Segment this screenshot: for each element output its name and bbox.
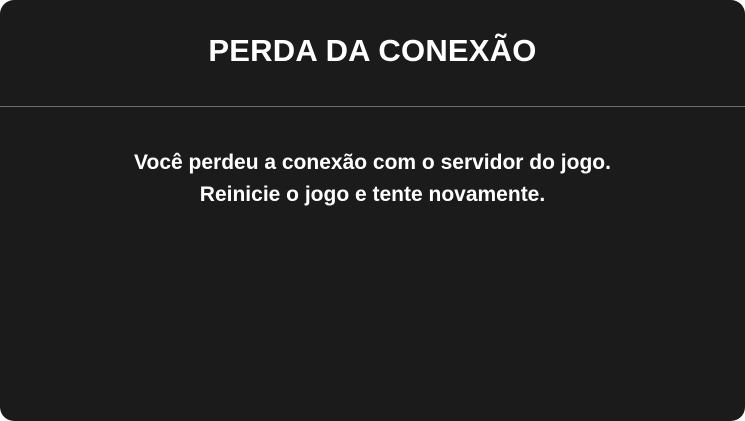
dialog-header — [0, 0, 745, 106]
dialog-message-line-1: Você perdeu a conexão com o servidor do jogo. — [134, 151, 611, 174]
dialog-message — [0, 147, 745, 211]
dialog-body — [0, 107, 745, 211]
dialog-message-line-2: Reinicie o jogo e tente novamente. — [199, 183, 546, 206]
dialog-title: PERDA DA CONEXÃO — [208, 33, 537, 68]
